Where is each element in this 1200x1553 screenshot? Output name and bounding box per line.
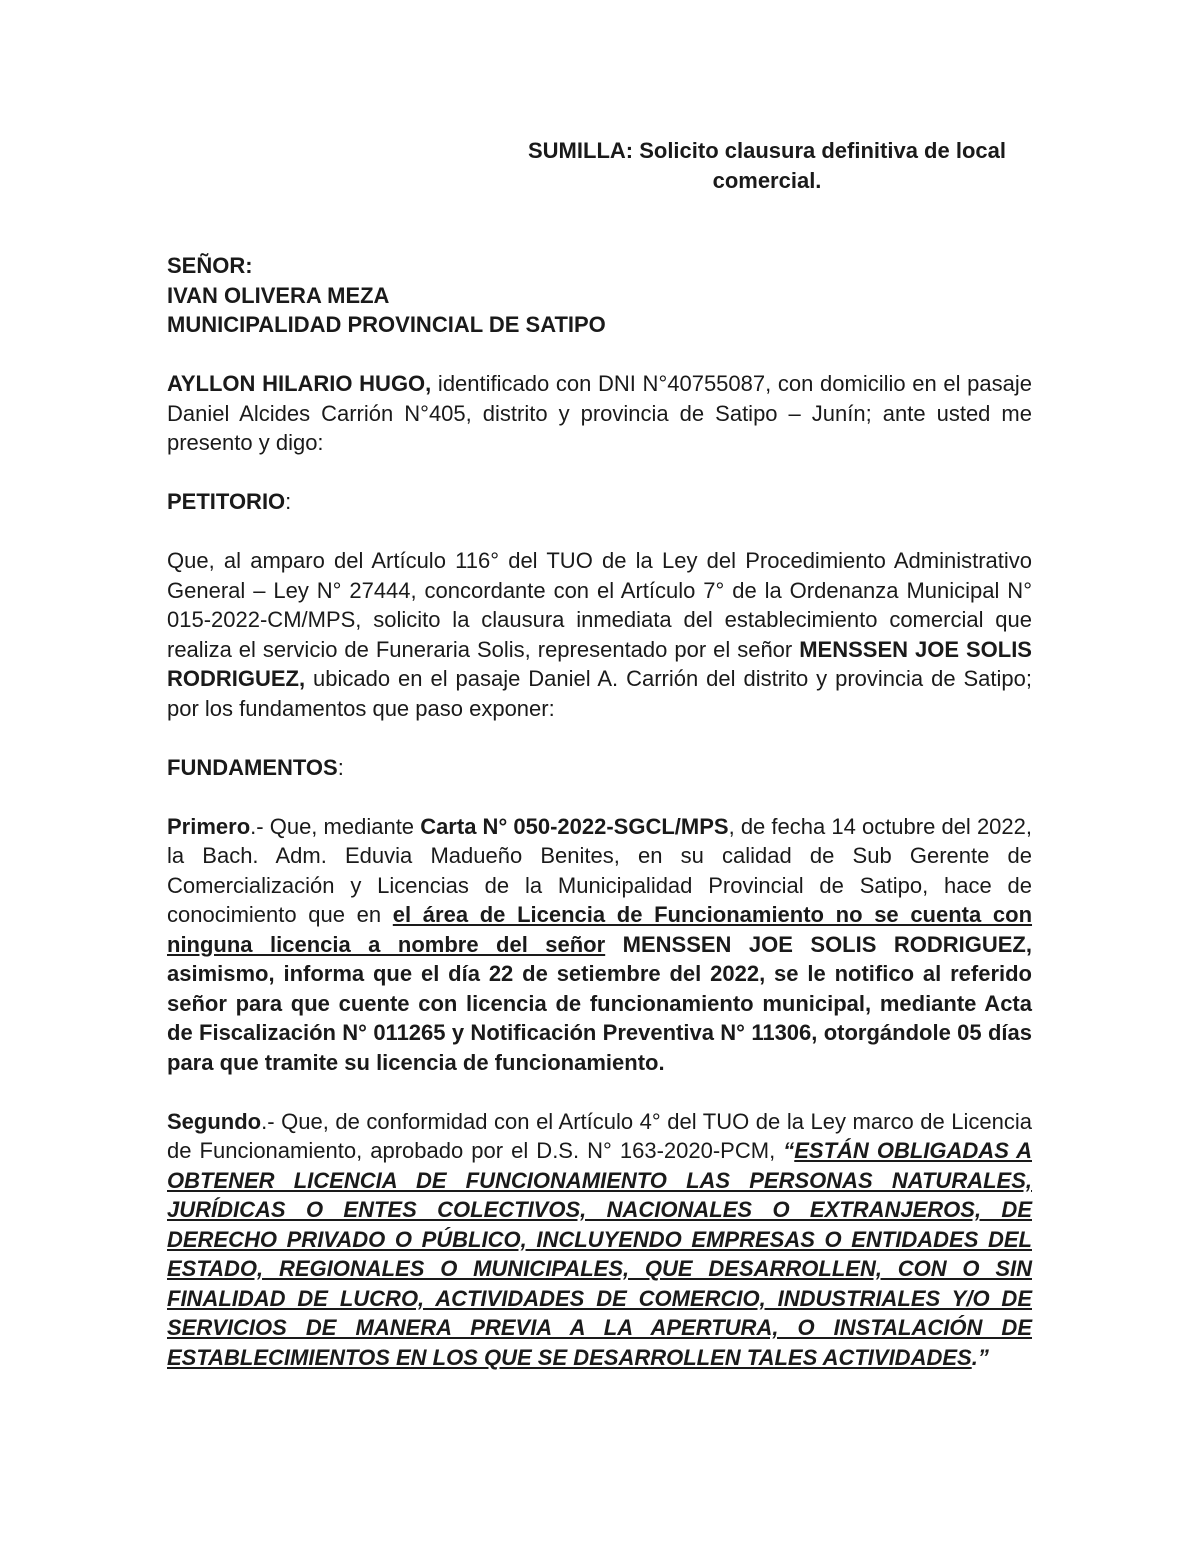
petitorio-text-2: ubicado en el pasaje Daniel A. Carrión del distrito y provincia de Satipo; por los fundamentos que paso exponer: [167, 666, 1032, 721]
petitorio-heading-label: PETITORIO [167, 489, 286, 514]
sumilla-line-2: comercial. [712, 167, 822, 193]
segundo-label: Segundo [167, 1108, 262, 1134]
sumilla [492, 136, 1042, 195]
primero-sep: .- Que, mediante [250, 813, 421, 839]
document-body [167, 136, 1032, 1402]
petitorio-heading-colon: : [285, 489, 292, 514]
sumilla-line-1: SUMILLA: Solicito clausura definitiva de local [528, 138, 1006, 163]
petitorio-heading [167, 487, 1032, 517]
segundo-close-quote: .” [971, 1344, 989, 1370]
addressee-title: SEÑOR: [167, 253, 253, 278]
segundo-paragraph [167, 1107, 1032, 1373]
primero-label: Primero [167, 813, 251, 839]
addressee-block [167, 251, 1032, 340]
petitorio-paragraph [167, 546, 1032, 723]
fundamentos-heading [167, 753, 1032, 783]
applicant-name: AYLLON HILARIO HUGO, [167, 371, 432, 396]
primero-underlined: el área de Licencia de Funcionamiento no se cuenta con ninguna licencia a nombre del señor [167, 902, 1033, 957]
intro-paragraph [167, 369, 1032, 458]
primero-bold-rest: MENSSEN JOE SOLIS RODRIGUEZ, asimismo, informa que el día 22 de setiembre del 2022, se le notifico al referido señor para que cuente con licencia de funcionamiento municipal, mediante Acta de Fiscalización N° 011265 y Notificación Preventiva N° 11306, otorgándole 05 días para que tramite su licencia de funcionamiento. [167, 931, 1032, 1075]
fundamentos-heading-label: FUNDAMENTOS [167, 754, 338, 780]
addressee-name: IVAN OLIVERA MEZA [167, 282, 390, 308]
segundo-quote: ESTÁN OBLIGADAS A OBTENER LICENCIA DE FUNCIONAMIENTO LAS PERSONAS NATURALES, JURÍDICAS O ENTES COLECTIVOS, NACIONALES O EXTRANJEROS, DE DERECHO PRIVADO O PÚBLICO, INCLUYENDO EMPRESAS O ENTIDADES DEL ESTADO, REGIONALES O MUNICIPALES, QUE DESARROLLEN, CON O SIN FINALIDAD DE LUCRO, ACTIVIDADES DE COMERCIO, INDUSTRIALES Y/O DE SERVICIOS DE MANERA PREVIA A LA APERTURA, O INSTALACIÓN DE ESTABLECIMIENTOS EN LOS QUE SE DESARROLLEN TALES ACTIVIDADES [167, 1138, 1032, 1370]
primero-carta: Carta N° 050-2022-SGCL/MPS [420, 813, 729, 839]
petitorio-person: MENSSEN JOE SOLIS RODRIGUEZ, [167, 636, 1032, 691]
addressee-institution: MUNICIPALIDAD PROVINCIAL DE SATIPO [167, 312, 606, 337]
fundamentos-heading-colon: : [337, 754, 344, 780]
petitorio-text-1: Que, al amparo del Artículo 116° del TUO de la Ley del Procedimiento Administrativo General – Ley N° 27444, concordante con el Artículo 7° de la Ordenanza Municipal N° 015-2022-CM/MPS, solicito la clausura inmediata del establecimiento comercial que realiza el servicio de Funeraria Solis, representado por el señor [167, 548, 1032, 662]
segundo-open-quote: “ [783, 1138, 795, 1163]
primero-text-1: , de fecha 14 octubre del 2022, la Bach. Adm. Eduvia Madueño Benites, en su calidad de Sub Gerente de Comercialización y Licencias de la Municipalidad Provincial de Satipo, hace de conocimiento que en [167, 813, 1033, 927]
primero-paragraph [167, 812, 1032, 1078]
segundo-text-1: .- Que, de conformidad con el Artículo 4° del TUO de la Ley marco de Licencia de Funcionamiento, aprobado por el D.S. N° 163-2020-PCM, [167, 1108, 1032, 1163]
intro-text: identificado con DNI N°40755087, con domicilio en el pasaje Daniel Alcides Carrión N°405, distrito y provincia de Satipo – Junín; ante usted me presento y digo: [167, 371, 1032, 455]
